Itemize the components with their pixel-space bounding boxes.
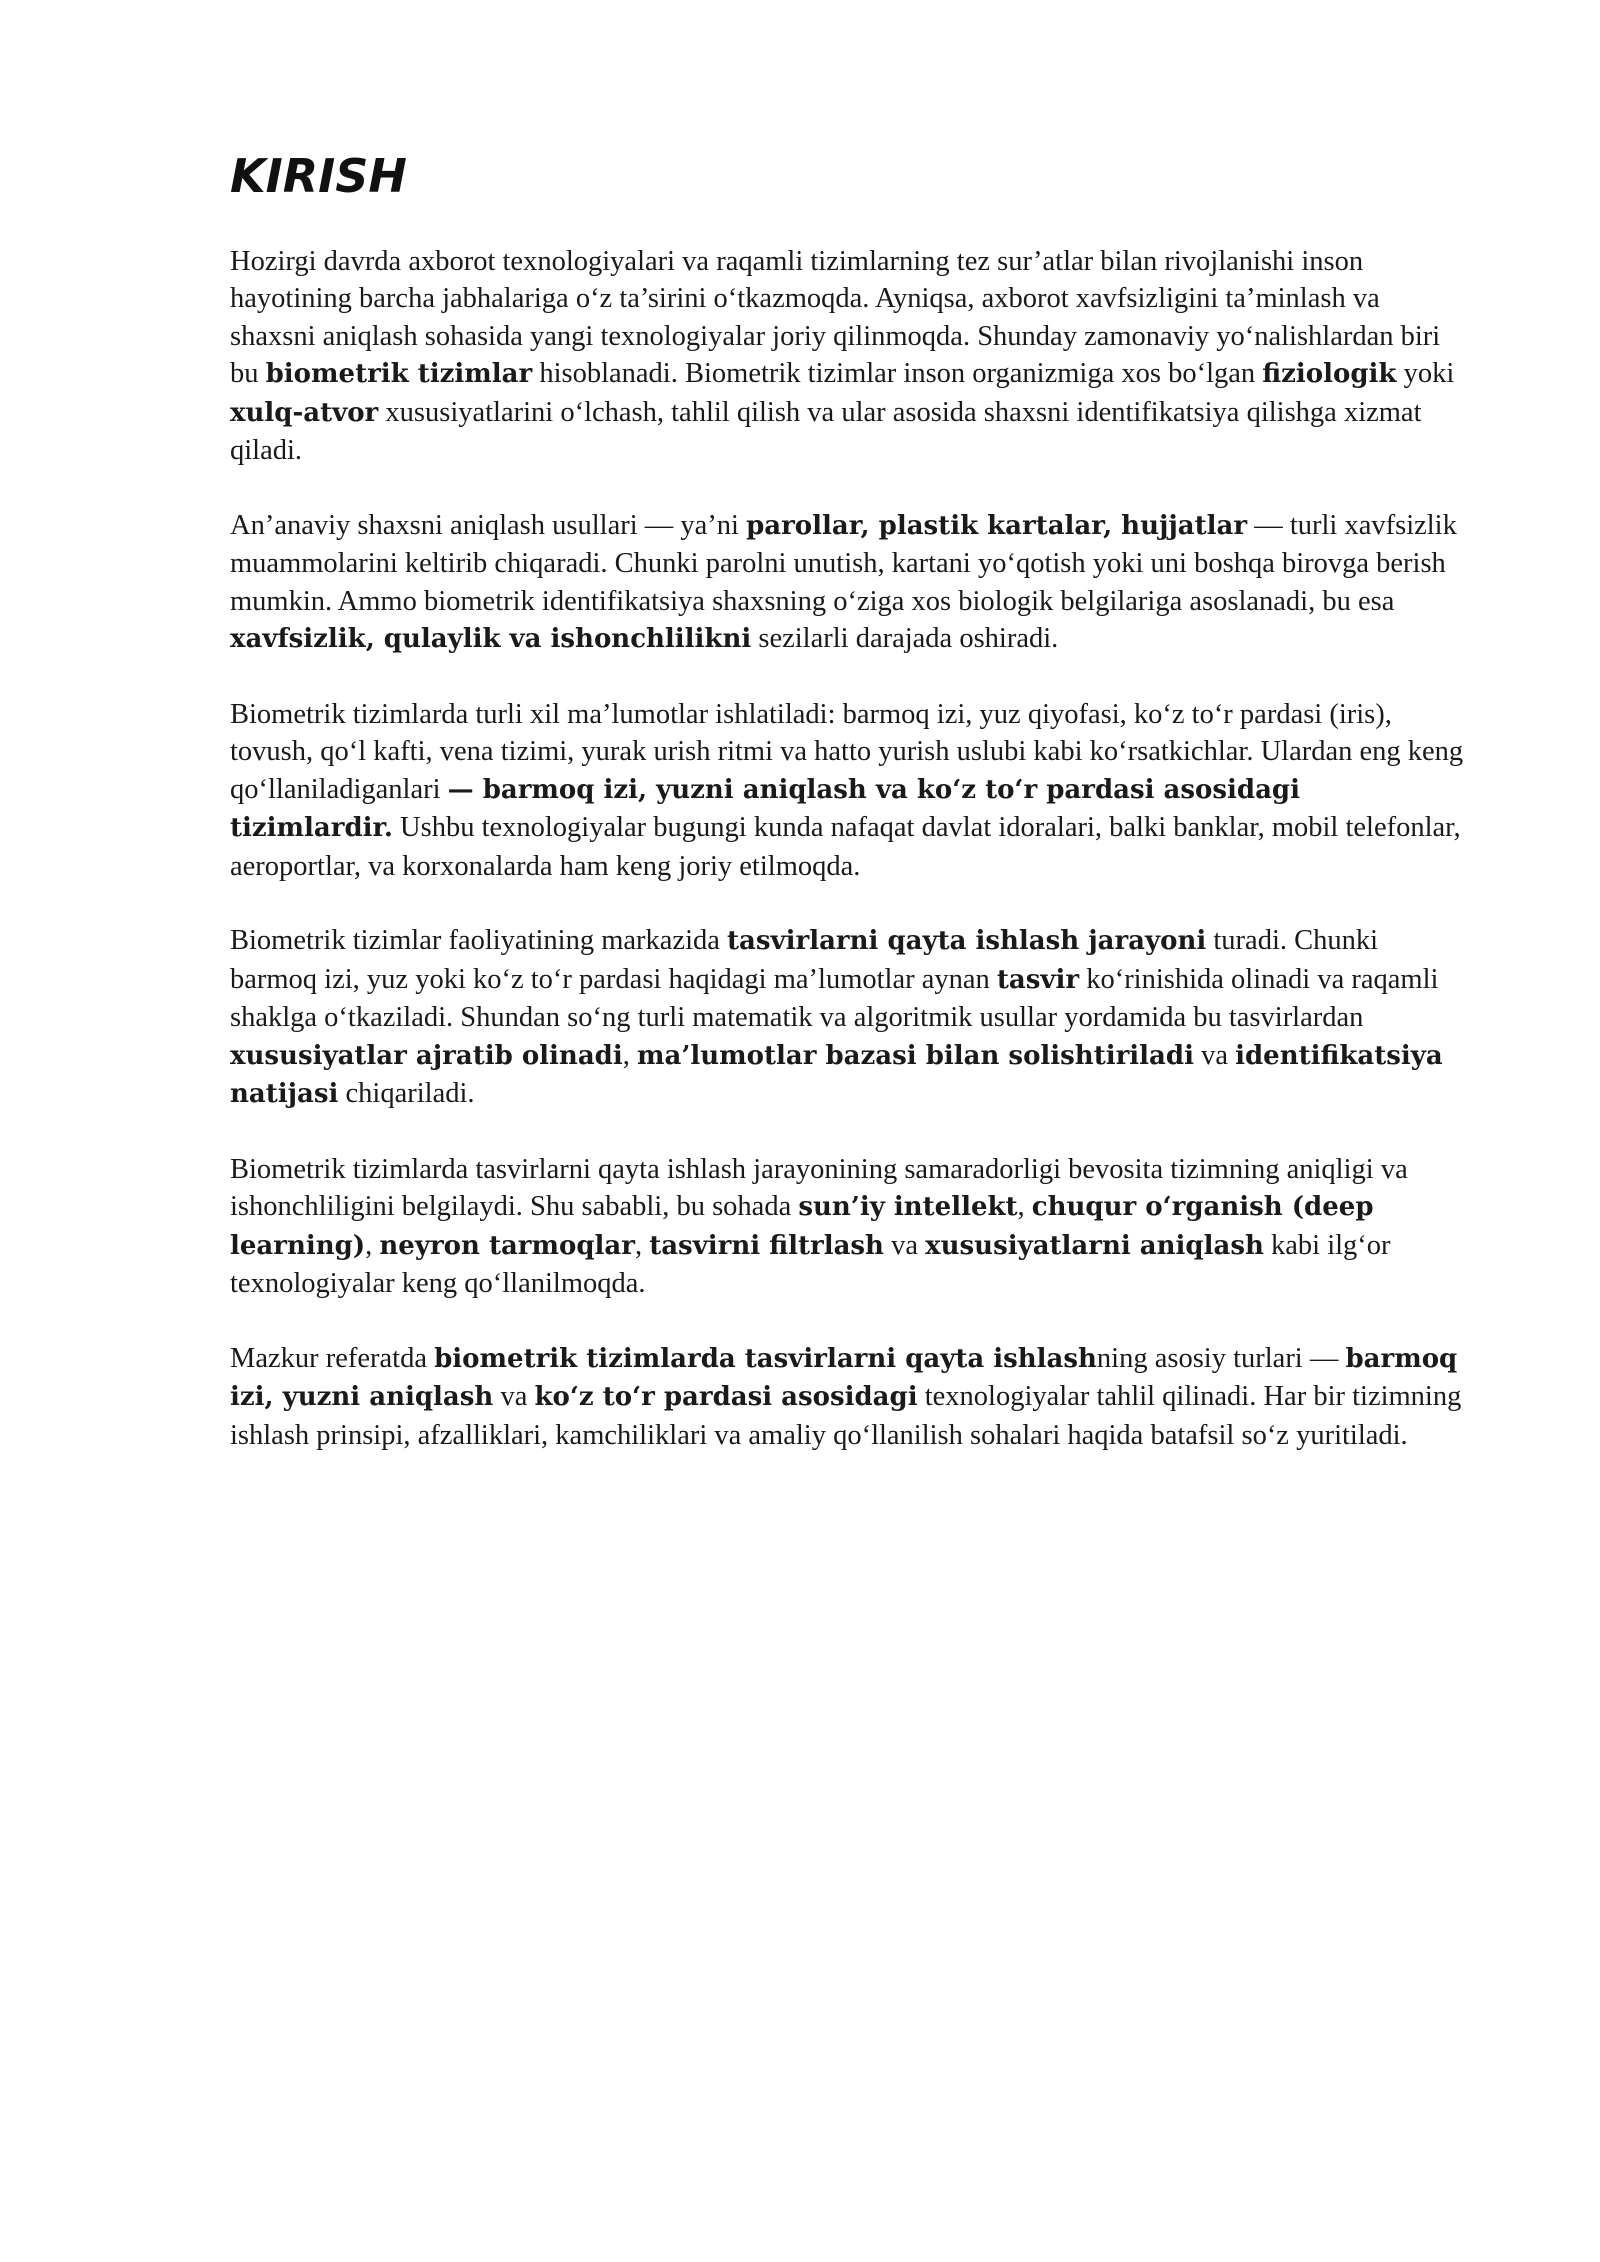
text-run: kabi ilg‘or texnologiyalar keng qo‘llanilmoqda. xyxy=(230,1229,1391,1300)
text-run: yoki xyxy=(1396,358,1455,390)
bold-text-run: xususiyatlarni aniqlash xyxy=(925,1230,1264,1261)
text-run: Ushbu texnologiyalar bugungi kunda nafaqat davlat idoralari, balki banklar, mobil telefonlar, aeroportlar, va korxonalarda ham keng joriy etilmoqda. xyxy=(230,812,1461,882)
section-heading: KIRISH xyxy=(230,149,407,203)
text-run: , xyxy=(622,1039,637,1071)
bold-text-run: tasvirni filtrlash xyxy=(649,1230,884,1261)
text-run: — turli xavfsizlik muammolarini keltirib chiqaradi. Chunki parolni unutish, kartani yo‘qotish yoki uni boshqa birovga berish mumkin. Ammo biometrik identifikatsiya shaxsning o‘ziga xos biologik belgilariga asoslanadi, bu esa xyxy=(230,509,1457,617)
body-paragraph xyxy=(230,1151,1470,1303)
text-run: sezilarli darajada oshiradi. xyxy=(751,623,1059,655)
bold-text-run: sun’iy intellekt xyxy=(798,1192,1018,1223)
bold-text-run: parollar, plastik kartalar, hujjatlar xyxy=(746,510,1248,541)
text-run: Mazkur referatda xyxy=(230,1342,435,1374)
text-run: texnologiyalar tahlil qilinadi. Har bir tizimning ishlash prinsipi, afzalliklari, kamchiliklari va amaliy qo‘llanilish sohalari haqida batafsil so‘z yuritiladi. xyxy=(230,1381,1462,1451)
body-paragraph xyxy=(230,696,1470,886)
text-run: chiqariladi. xyxy=(338,1078,475,1110)
text-run: ning asosiy turlari — xyxy=(1096,1342,1346,1374)
bold-text-run: xulq-atvor xyxy=(230,397,379,428)
text-run: , xyxy=(634,1229,650,1261)
text-run: va xyxy=(883,1229,926,1261)
bold-text-run: fiziologik xyxy=(1262,359,1397,390)
body-paragraph xyxy=(230,1340,1470,1455)
bold-text-run: chuqur o‘rganish (deep learning) xyxy=(230,1192,1374,1261)
bold-text-run: barmoq izi, yuzni aniqlash xyxy=(230,1343,1458,1413)
text-run: Biometrik tizimlar faoliyatining markazida xyxy=(230,925,728,957)
bold-text-run: biometrik tizimlar xyxy=(265,359,533,390)
bold-text-run: xususiyatlar ajratib olinadi xyxy=(230,1040,623,1071)
text-run: va xyxy=(493,1381,535,1413)
text-run: , xyxy=(365,1229,380,1261)
text-run: turadi. Chunki barmoq izi, yuz yoki ko‘z to‘r pardasi haqidagi ma’lumotlar aynan xyxy=(230,925,1379,995)
bold-text-run: tasvirlarni qayta ishlash jarayoni xyxy=(727,926,1207,957)
text-run: ko‘rinishida olinadi va raqamli shaklga o‘tkaziladi. Shundan so‘ng turli matematik va algoritmik usullar yordamida bu tasvirlardan xyxy=(230,963,1439,1034)
bold-text-run: biometrik tizimlarda tasvirlarni qayta ishlash xyxy=(434,1343,1097,1374)
text-run: va xyxy=(1193,1039,1236,1071)
body-paragraph xyxy=(230,922,1470,1114)
paragraph-list xyxy=(230,243,1470,1455)
document-body xyxy=(230,150,1470,1491)
bold-text-run: ko‘z to‘r pardasi asosidagi xyxy=(534,1382,918,1413)
bold-text-run: identifikatsiya natijasi xyxy=(230,1040,1443,1110)
bold-text-run: neyron tarmoqlar xyxy=(379,1230,635,1261)
bold-text-run: tasvir xyxy=(996,964,1080,995)
text-run: , xyxy=(1017,1191,1032,1223)
text-run: Biometrik tizimlarda tasvirlarni qayta ishlash jarayonining samaradorligi bevosita tizimning aniqligi va ishonchliligini belgilaydi. Shu sababli, bu sohada xyxy=(230,1153,1408,1223)
text-run: Biometrik tizimlarda turli xil ma’lumotlar ishlatiladi: barmoq izi, yuz qiyofasi, ko‘z to‘r pardasi (iris), tovush, qo‘l kafti, vena tizimi, yurak urish ritmi va hatto yurish uslubi kabi ko‘rsatkichlar. Ulardan eng keng qo‘llaniladiganlari xyxy=(230,698,1464,805)
bold-text-run: ma’lumotlar bazasi bilan solishtiriladi xyxy=(636,1040,1194,1071)
body-paragraph xyxy=(230,507,1470,659)
text-run: An’anaviy shaxsni aniqlash usullari — ya’ni xyxy=(230,509,747,541)
bold-text-run: — barmoq izi, yuzni aniqlash va ko‘z to‘r pardasi asosidagi tizimlardir. xyxy=(230,774,1300,844)
text-run: hisoblanadi. Biometrik tizimlar inson organizmiga xos bo‘lgan xyxy=(532,358,1263,390)
text-run: Hozirgi davrda axborot texnologiyalari va raqamli tizimlarning tez sur’atlar bilan rivojlanishi inson hayotining barcha jabhalariga o‘z ta’sirini o‘tkazmoqda. Ayniqsa, axborot xavfsizligini ta’minlash va shaxsni aniqlash sohasida yangi texnologiyalar joriy qilinmoqda. Shunday zamonaviy yo‘nalishlardan biri bu xyxy=(230,245,1441,390)
text-run: xususiyatlarini o‘lchash, tahlil qilish va ular asosida shaxsni identifikatsiya qilishga xizmat qiladi. xyxy=(230,396,1422,467)
body-paragraph xyxy=(230,243,1470,470)
bold-text-run: xavfsizlik, qulaylik va ishonchlilikni xyxy=(230,624,752,655)
